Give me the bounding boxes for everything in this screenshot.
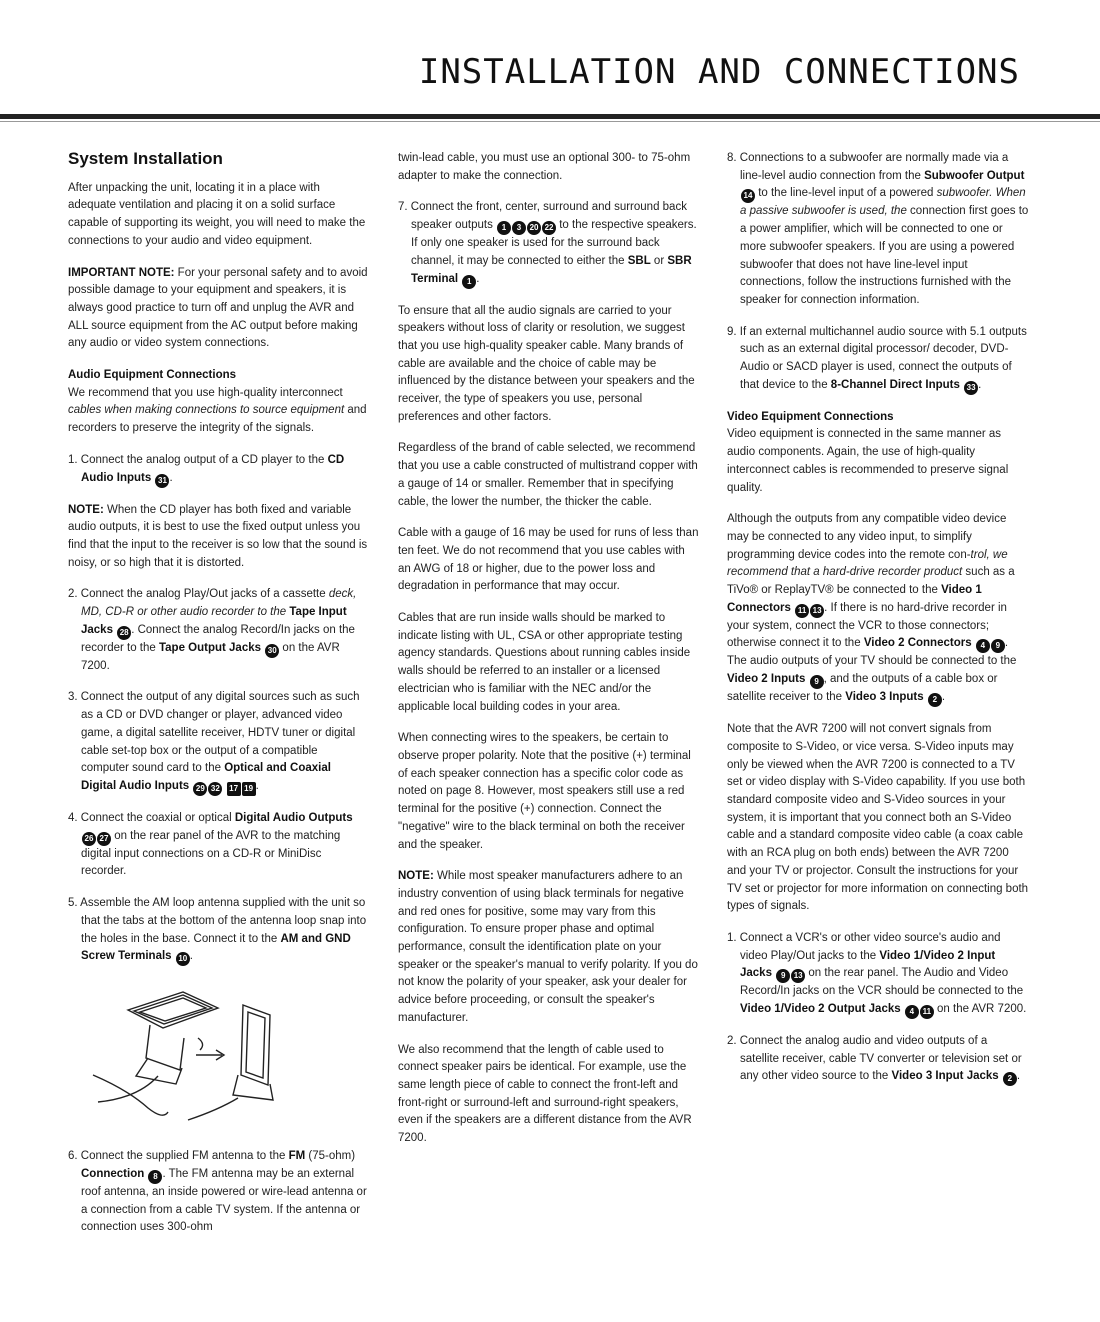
note-label: NOTE: [68, 503, 104, 516]
text: (75-ohm) [305, 1150, 356, 1163]
text: 2. Connect the analog audio and video outputs of a satellite receiver, cable TV converter or television set or any other video source to the [727, 1035, 1022, 1083]
text: 7. Connect the front, center, surround and surround back speaker outputs [398, 201, 687, 232]
text-bold: Video 1/Video 2 Input Jacks [740, 949, 996, 980]
text: 1. Connect the analog output of a CD player to the [68, 453, 328, 466]
callout-badge: 1 [497, 221, 511, 235]
header-rule [0, 114, 1100, 119]
callout-badge: 13 [791, 969, 805, 983]
list-item-2 [68, 586, 368, 675]
list-item-3: 3. Connect the output of any digital sources such as such as a CD or DVD changer or player, advanced video game, a digital satellite receiver, HDTV tuner or digital cable set-top box or the output of a compatible computer sound card to the Optical and Coaxial Digital Audio Inputs 29 32 17 19 . [68, 689, 368, 796]
text-bold: Tape Output Jacks [158, 641, 262, 654]
list-item-8 [727, 150, 1029, 310]
list-item-2: 2. Connect the analog audio and video outputs of a satellite receiver, cable TV converter or television set or any other video source to the Video 3 Input Jacks 2 . [727, 1033, 1029, 1086]
text-bold: AM and GND Screw Terminals [81, 932, 351, 963]
callout-badge: 28 [117, 626, 131, 640]
text-bold: Video 2 Connectors [863, 637, 972, 650]
callout-badge: 26 [82, 832, 96, 846]
note-label: NOTE: [398, 870, 434, 883]
callout-badge: 4 [905, 1005, 919, 1019]
list-item-4 [68, 810, 368, 881]
callout-badge: 31 [155, 474, 169, 488]
list-item-6 [68, 1148, 368, 1237]
important-label: IMPORTANT NOTE: [68, 266, 175, 279]
note-paragraph [398, 868, 700, 1027]
callout-badge: 9 [810, 675, 824, 689]
important-text: For your personal safety and to avoid possible damage to your equipment and speakers, it is always good practice to turn off and unplug the AVR and ALL source equipment from the AC output before making any audio or video system connections. [68, 266, 368, 350]
paragraph: Cables that are run inside walls should be marked to indicate listing with UL, CSA or other appropriate testing agency standards. Questions about running cables inside walls should be referred to an installer or a licensed electrician who is familiar with the NEC and/or the applicable local building codes in your area. [398, 612, 691, 713]
callout-badge: 11 [795, 604, 809, 618]
paragraph: Cable with a gauge of 16 may be used for runs of less than ten feet. We do not recommend that you use cables with an AWG of 18 or higher, due to the power loss and degradation in performance that may occur. [398, 527, 699, 593]
video-heading: Video Equipment Connections [727, 410, 894, 423]
text: and recorders to preserve the integrity of the signals. [68, 404, 367, 435]
audio-paragraph [68, 385, 368, 438]
text-italic: cables when making connections to source equipment [68, 404, 345, 417]
text: . The FM antenna may be an external roof antenna, an inside powered or wire-lead antenna or a connection from a cable TV system. If the antenna or connection uses 300-ohm [81, 1167, 367, 1234]
text-bold: Video 1/Video 2 Output Jacks [740, 1003, 901, 1016]
text: . The audio outputs of your TV should be connected to the [727, 637, 1017, 668]
text-italic: subwoofer. When a passive subwoofer is used, the [740, 187, 1026, 218]
text: 5. Assemble the AM loop antenna supplied with the unit so that the tabs at the bottom of the antenna loop snap into the holes in the base. Connect it to the [68, 897, 367, 945]
text: or [650, 254, 668, 267]
paragraph: When connecting wires to the speakers, be certain to observe proper polarity. Note that the positive (+) terminal of each speaker connection has a specific color code as noted on page 8. However, most speakers still use a red terminal for the positive (+) connection. Connect the "negative" wire to the black terminal on both the receiver and the speaker. [398, 732, 691, 851]
callout-badge: 13 [810, 604, 824, 618]
callout-badge: 32 [208, 782, 222, 796]
text: 9. If an external multichannel audio source with 5.1 outputs such as an external digital processor/ decoder, DVD-Audio or SACD player is used, connect the outputs of that device to the [727, 325, 1027, 391]
paragraph: We also recommend that the length of cable used to connect speaker pairs be identical. For example, use the same length piece of cable to connect the front-left and front-right or surround-left and surround-right speakers, even if the speakers are a different distance from the AVR 7200. [398, 1043, 692, 1145]
text: Although the outputs from any compatible video device may be connected to any video input, to simplify programming device codes into the remote con- [727, 513, 1007, 561]
video-paragraph: Video equipment is connected in the same manner as audio components. Again, the use of high-quality interconnect cables is recommended to preserve signal quality. [727, 428, 1009, 494]
callout-badge: 8 [148, 1170, 162, 1184]
important-note [68, 265, 368, 354]
text-bold: Connection [81, 1167, 145, 1180]
text: on the AVR 7200. [933, 1003, 1027, 1016]
paragraph: To ensure that all the audio signals are carried to your speakers without loss of clarity or resolution, we suggest that you use high-quality speaker cable. Many brands of cable are available and the choice of cable may be influenced by the distance between your speakers and the receiver, the type of speakers you use, personal preferences and other factors. [398, 304, 695, 423]
text: . Connect the analog Record/In jacks on the recorder to the [81, 623, 355, 654]
column-1 [68, 150, 368, 1251]
callout-badge: 1 [462, 275, 476, 289]
column-3 [727, 150, 1029, 1100]
text: We recommend that you use high-quality interconnect [68, 386, 343, 399]
list-item-7: 7. Connect the front, center, surround and surround back speaker outputs 1 3 20 22 to the respective speakers. If only one speaker is used for the surround back channel, it may be connected to either the SBL or SBR Terminal 1 . [398, 199, 700, 288]
text: to the line-level input of a powered [755, 187, 937, 200]
callout-badge: 9 [991, 639, 1005, 653]
text-bold: Video 1 Connectors [727, 584, 982, 614]
callout-badge: 19 [242, 782, 256, 796]
text: on the AVR 7200. [81, 641, 340, 672]
paragraph: Regardless of the brand of cable selected, we recommend that you use a cable constructed of multistrand copper with a gauge of 14 or smaller. Remember that in specifying cable, the lower the number, the thicker the cable. [398, 442, 698, 508]
text: on the rear panel. The Audio and Video Record/In jacks on the VCR should be connected to the [740, 967, 1024, 998]
text-bold: Subwoofer Output [924, 169, 1025, 182]
callout-badge: 14 [741, 189, 755, 203]
text: When the CD player has both fixed and variable audio outputs, it is best to use the fixed output unless you find that the input to the receiver is so low that the sound is noisy, or so high that it is distorted. [68, 503, 368, 569]
am-antenna-illustration [88, 980, 288, 1130]
callout-badge: 33 [964, 381, 978, 395]
text: 3. Connect the output of any digital sources such as such as a CD or DVD changer or player, advanced video game, a digital satellite receiver, HDTV tuner or digital cable set-top box or the output of a compatible computer sound card to the [68, 691, 360, 775]
callout-badge: 3 [512, 221, 526, 235]
list-item-1: 1. Connect the analog output of a CD player to the CD Audio Inputs 31 . [68, 452, 368, 488]
continued-paragraph: twin-lead cable, you must use an optional 300- to 75-ohm adapter to make the connection. [398, 152, 691, 182]
callout-badge: 2 [1003, 1072, 1017, 1086]
callout-badge: 30 [265, 644, 279, 658]
callout-badge: 17 [227, 782, 241, 796]
callout-badge: 4 [976, 639, 990, 653]
callout-badge: 11 [920, 1005, 934, 1019]
section-heading: System Installation [68, 149, 223, 168]
text: 2. Connect the analog Play/Out jacks of a cassette [68, 588, 329, 601]
text-bold: SBL [627, 254, 651, 267]
list-item-5: 5. Assemble the AM loop antenna supplied with the unit so that the tabs at the bottom of the antenna loop snap into the holes in the base. Connect it to the AM and GND Screw Terminals 10 . [68, 895, 368, 966]
text: to the respective speakers. If only one speaker is used for the surround back channel, it may be connected to either the [411, 219, 697, 267]
text: such as a TiVo® or ReplayTV® be connected to the [727, 566, 1015, 597]
text-bold: Video 2 Inputs [727, 673, 806, 686]
callout-badge: 9 [776, 969, 790, 983]
paragraph: Although the outputs from any compatible video device may be connected to any video input, to simplify programming device codes into the remote con-trol, we recommend that a hard-drive recorder product such as a TiVo® or ReplayTV® be connected to the Video 1 Connectors 11 13 . If there is no hard-drive recorder in your system, connect the VCR to those connectors; otherwise connect it to the Video 2 Connectors 4 9 . The audio outputs of your TV should be connected to the Video 2 Inputs 9 , and the outputs of a cable box or satellite receiver to the Video 3 Inputs 2 . [727, 511, 1029, 707]
text: , and the outputs of a cable box or satellite receiver to the [727, 673, 998, 704]
text-italic: deck, MD, CD-R or other audio recorder to the [81, 588, 357, 619]
text: 8. Connections to a subwoofer are normally made via a line-level audio connection from the [727, 152, 1009, 182]
intro-paragraph: After unpacking the unit, locating it in a place with adequate ventilation and placing it on a solid surface capable of supporting its weight, you will need to make the connections to your audio and video equipment. [68, 181, 366, 247]
text-bold: Tape Input Jacks [81, 606, 347, 636]
note-paragraph [68, 502, 368, 573]
text-bold: Optical and Coaxial Digital Audio Inputs [81, 762, 331, 792]
text-bold: 8-Channel Direct Inputs [830, 378, 960, 391]
text: . If there is no hard-drive recorder in your system, connect the VCR to those connectors; otherwise connect it to the [727, 601, 1007, 650]
page-header-title: INSTALLATION AND CONNECTIONS [418, 52, 1020, 92]
text: connection first goes to a power amplifier, which will be connected to one or more subwoofer speakers. If you are using a powered subwoofer that does not have line-level input connections, follow the instructions furnished with the speaker for connection information. [740, 205, 1029, 306]
text: on the rear panel of the AVR to the matching digital input connections on a CD-R or MiniDisc recorder. [81, 829, 341, 878]
text-bold: Video 3 Input Jacks [891, 1070, 999, 1083]
callout-badge: 29 [193, 782, 207, 796]
text: 4. Connect the coaxial or optical [68, 811, 235, 824]
text-bold: FM [288, 1150, 306, 1163]
callout-badge: 27 [97, 832, 111, 846]
header-rule-thin [0, 121, 1100, 122]
audio-heading: Audio Equipment Connections [68, 369, 237, 382]
text-italic: trol, we recommend that a hard-drive recorder product [727, 548, 1008, 579]
callout-badge: 22 [542, 221, 556, 235]
column-2 [398, 150, 700, 1162]
text: 6. Connect the supplied FM antenna to the [68, 1150, 289, 1163]
callout-badge: 2 [928, 693, 942, 707]
callout-badge: 10 [176, 952, 190, 966]
callout-badge: 20 [527, 221, 541, 235]
text: 1. Connect a VCR's or other video source's audio and video Play/Out jacks to the [727, 931, 1001, 962]
text-bold: CD Audio Inputs [81, 453, 345, 484]
text-bold: SBR Terminal [411, 254, 692, 285]
text-bold: Video 3 Inputs [845, 691, 924, 704]
text-bold: Digital Audio Outputs [234, 811, 353, 824]
paragraph: Note that the AVR 7200 will not convert signals from composite to S-Video, or vice versa. S-Video inputs may only be viewed when the AVR 7200 is connected to a TV set or video display with S-Video capability. If you use both standard composite video and S-Video sources in your system, it is important that you connect both an S-Video cable and a standard composite video cable (a coax cable with an RCA plug on both ends) between the AVR 7200 and your TV or projector. Consult the instructions for your TV set or projector for more information on connecting both types of signals. [727, 723, 1029, 913]
list-item-9: 9. If an external multichannel audio source with 5.1 outputs such as an external digital processor/ decoder, DVD-Audio or SACD player is used, connect the outputs of that device to the 8-Channel Direct Inputs 33 . [727, 324, 1029, 395]
text: While most speaker manufacturers adhere to an industry convention of using black terminals for negative and red ones for positive, some may vary from this configuration. To ensure proper phase and optimal performance, consult the identification plate on your speaker or the speaker's manual to verify polarity. If you do not know the polarity of your speaker, ask your dealer for advice before proceeding, or consult the speaker's manufacturer. [398, 870, 698, 1024]
list-item-1 [727, 930, 1029, 1019]
